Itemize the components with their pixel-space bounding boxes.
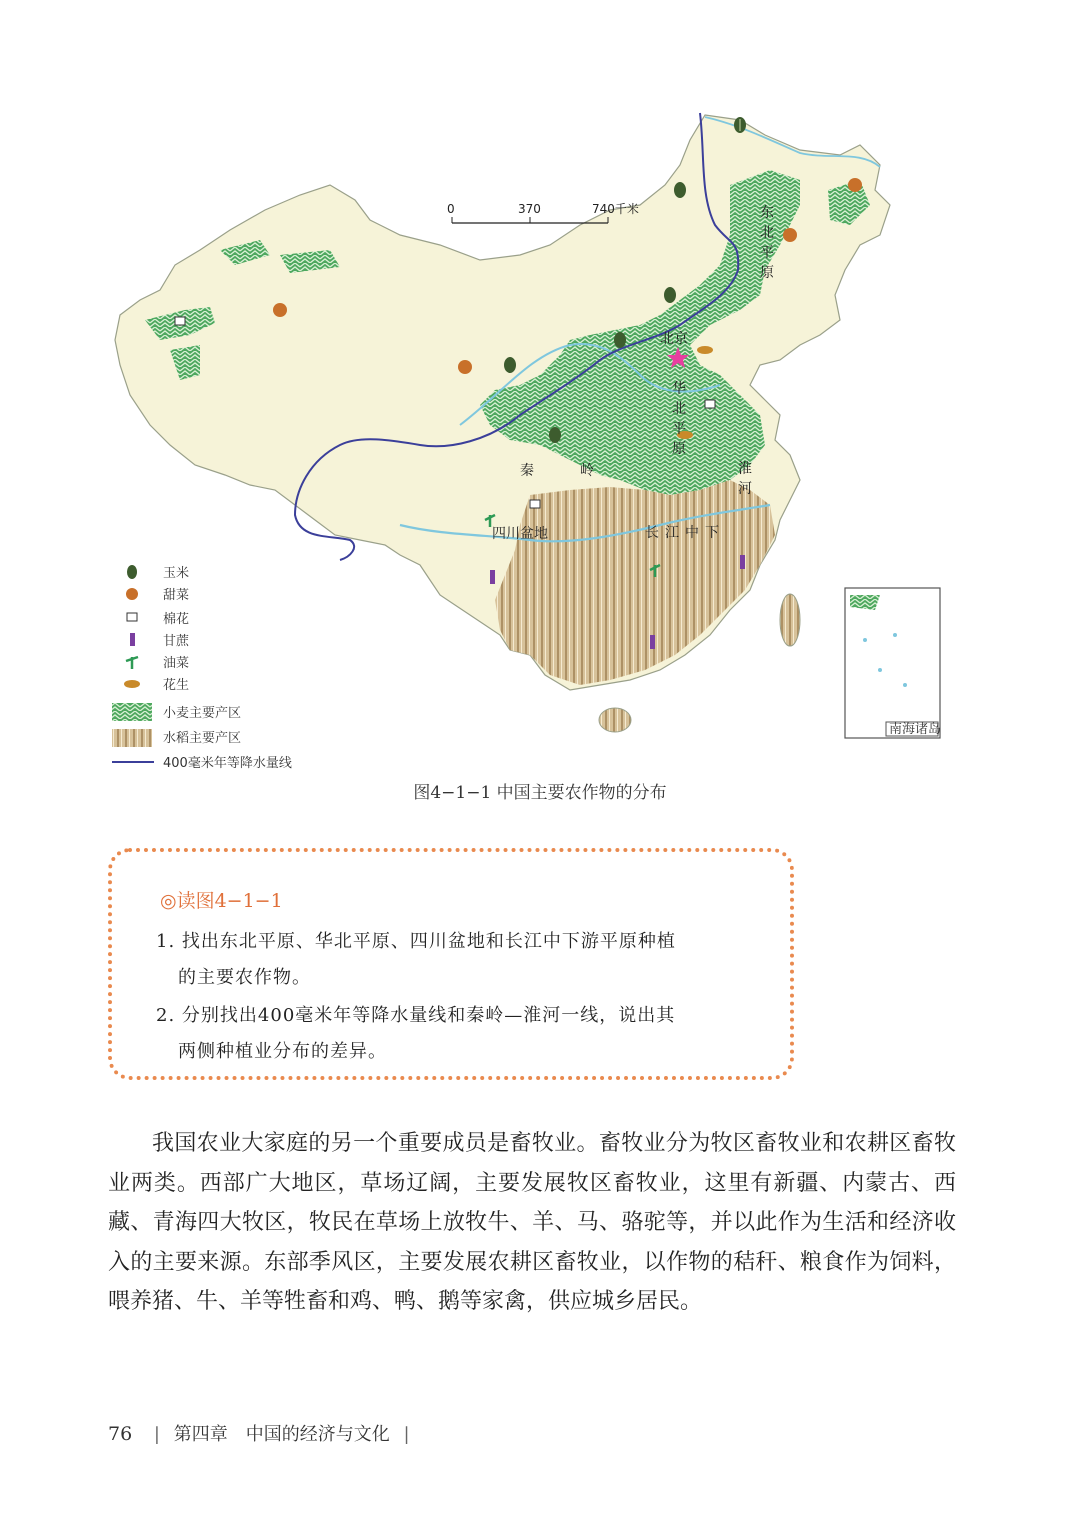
legend-rice-area xyxy=(112,729,241,747)
south-sea-inset xyxy=(845,588,941,738)
map-legend xyxy=(112,565,292,771)
scale-label-740: 740千米 xyxy=(592,202,639,216)
corn-icon xyxy=(614,332,626,348)
huaihe-label-1: 淮 xyxy=(738,461,752,477)
sugar-beet-icon xyxy=(126,588,138,600)
northeast-plain-label-4: 原 xyxy=(760,265,774,281)
legend-isohyet xyxy=(112,755,292,771)
scale-label-0: 0 xyxy=(447,202,455,216)
page-number: 76 xyxy=(108,1423,133,1445)
corn-icon xyxy=(674,182,686,198)
svg-text:玉米: 玉米 xyxy=(163,566,190,581)
yangtze-plain-label-4: 下 xyxy=(705,525,719,541)
page-footer xyxy=(108,1420,418,1446)
sugar-beet-icon xyxy=(273,303,287,317)
rapeseed-icon xyxy=(126,657,138,669)
task-item-2-number: 2. xyxy=(156,1005,176,1026)
sugarcane-icon xyxy=(650,635,655,649)
sugarcane-icon xyxy=(490,570,495,584)
task-item-1-line1: 找出东北平原、华北平原、四川盆地和长江中下游平原种植 xyxy=(181,931,676,952)
svg-text:甘蔗: 甘蔗 xyxy=(163,634,190,649)
svg-text:油菜: 油菜 xyxy=(163,656,190,671)
huaihe-label-2: 河 xyxy=(738,481,752,497)
north-china-plain-label-4: 原 xyxy=(672,441,686,457)
corn-icon xyxy=(504,357,516,373)
legend-peanut xyxy=(124,677,189,693)
south-sea-label: 南海诸岛 xyxy=(889,722,942,737)
task-item-1-line2: 的主要农作物。 xyxy=(178,967,311,988)
north-china-plain-label-2: 北 xyxy=(672,401,686,417)
svg-text:水稻主要产区: 水稻主要产区 xyxy=(163,731,242,746)
legend-rapeseed xyxy=(126,655,189,671)
sugarcane-icon xyxy=(130,633,135,646)
task-item-2 xyxy=(156,998,675,1070)
cotton-icon xyxy=(127,613,137,621)
sichuan-basin-label: 四川盆地 xyxy=(492,526,548,542)
legend-sugar-beet xyxy=(126,587,189,603)
svg-text:小麦主要产区: 小麦主要产区 xyxy=(163,706,242,721)
footer-separator: | xyxy=(153,1424,160,1445)
body-paragraph: 我国农业大家庭的另一个重要成员是畜牧业。畜牧业分为牧区畜牧业和农耕区畜牧业两类。西部广大地区，草场辽阔，主要发展牧区畜牧业，这里有新疆、内蒙古、西藏、青海四大牧区，牧民在草场上放牧牛、羊、马、骆驼等，并以此作为生活和经济收入的主要来源。东部季风区，主要发展农耕区畜牧业，以作物的秸秆、粮食作为饲料，喂养猪、牛、羊等牲畜和鸡、鸭、鹅等家禽，供应城乡居民。 xyxy=(108,1131,956,1314)
north-china-plain-label-3: 平 xyxy=(672,421,686,437)
footer-separator: | xyxy=(403,1424,410,1445)
sugar-beet-icon xyxy=(458,360,472,374)
corn-icon xyxy=(664,287,676,303)
figure-caption: 图4−1−1 中国主要农作物的分布 xyxy=(413,783,667,803)
corn-icon xyxy=(734,117,746,133)
task-item-1 xyxy=(156,924,676,996)
legend-sugarcane xyxy=(130,633,190,649)
wheat-area-swatch xyxy=(112,703,152,721)
peanut-icon xyxy=(697,346,713,354)
yangtze-plain-label-1: 长 xyxy=(645,525,659,541)
scale-label-370: 370 xyxy=(518,202,541,216)
task-title: ◎读图4−1−1 xyxy=(160,890,283,912)
north-china-plain-label-1: 华 xyxy=(672,381,686,397)
corn-icon xyxy=(549,427,561,443)
task-item-1-number: 1. xyxy=(156,931,176,952)
cotton-icon xyxy=(530,500,540,508)
task-item-2-line2: 两侧种植业分布的差异。 xyxy=(178,1041,387,1062)
rice-area-swatch xyxy=(112,729,152,747)
qinling-label-1: 秦 xyxy=(520,463,534,479)
corn-icon xyxy=(127,565,137,579)
crop-distribution-map xyxy=(100,95,960,785)
northeast-plain-label-2: 北 xyxy=(760,225,774,241)
qinling-label-2: 岭 xyxy=(580,463,594,479)
peanut-icon xyxy=(124,680,140,688)
taiwan-island xyxy=(780,594,800,646)
northeast-plain-label-3: 平 xyxy=(760,245,774,261)
sugarcane-icon xyxy=(740,555,745,569)
legend-corn xyxy=(127,565,189,581)
legend-wheat-area xyxy=(112,703,241,721)
sugar-beet-icon xyxy=(783,228,797,242)
svg-text:棉花: 棉花 xyxy=(163,612,190,627)
sugar-beet-icon xyxy=(848,178,862,192)
svg-text:花生: 花生 xyxy=(163,678,190,693)
cotton-icon xyxy=(175,317,185,325)
yangtze-plain-label-3: 中 xyxy=(685,525,699,541)
hainan-island xyxy=(599,708,631,732)
svg-text:甜菜: 甜菜 xyxy=(163,588,190,603)
beijing-label: 北京 xyxy=(660,331,688,347)
reading-task-box xyxy=(108,848,794,1080)
legend-cotton xyxy=(127,611,189,627)
northeast-plain-label-1: 东 xyxy=(760,205,774,221)
chapter-title: 第四章 中国的经济与文化 xyxy=(173,1424,390,1445)
svg-text:400毫米年等降水量线: 400毫米年等降水量线 xyxy=(163,756,292,771)
cotton-icon xyxy=(705,400,715,408)
task-item-2-line1: 分别找出400毫米年等降水量线和秦岭—淮河一线，说出其 xyxy=(181,1005,676,1026)
yangtze-plain-label-2: 江 xyxy=(665,525,679,541)
